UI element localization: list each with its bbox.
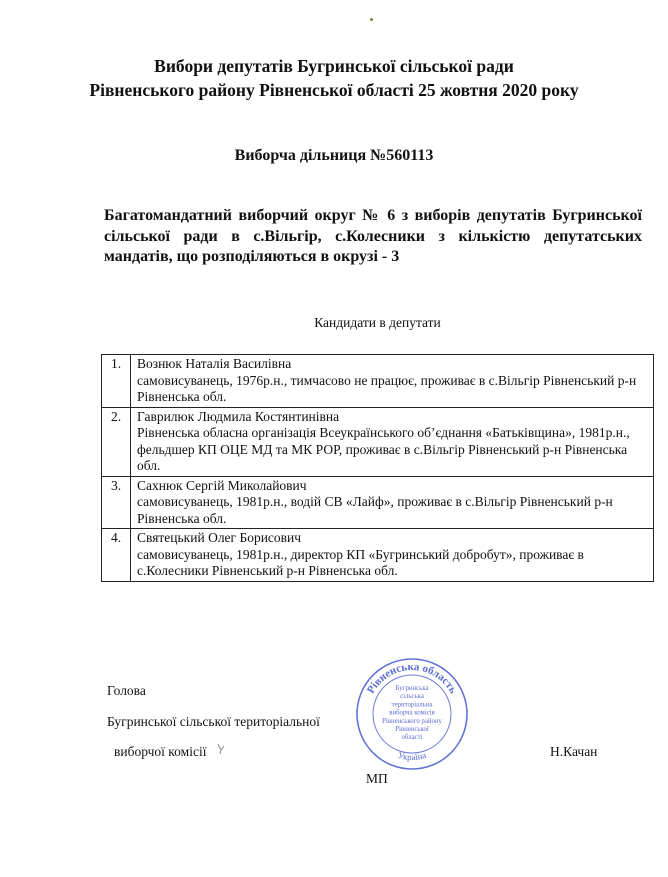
seal-inner-line: Рівненського району [382, 717, 442, 725]
candidate-cell [131, 529, 654, 582]
seal-inner-line: Бугринська [395, 685, 429, 692]
seal-inner-line: територіальна [391, 701, 433, 709]
stamp-place-mark: МП [366, 771, 388, 786]
table-row [102, 529, 654, 582]
candidates-table [101, 354, 654, 582]
candidate-name: Святецький Олег Борисович [137, 530, 302, 545]
candidate-number: 3. [102, 476, 131, 529]
document-title [0, 54, 668, 102]
seal-inner-line: області [401, 734, 423, 742]
candidate-details: самовисуванець, 1981р.н., водій СВ «Лайф», проживає в с.Вільгір Рівненський р-н Рівненська обл. [137, 494, 613, 526]
candidate-cell [131, 407, 654, 476]
signature-role-2: Бугринської сільської територіальної [107, 714, 320, 729]
scan-speck [370, 18, 373, 21]
table-row [102, 355, 654, 408]
candidate-number: 2. [102, 407, 131, 476]
polling-station: Виборча дільниця №560113 [234, 147, 434, 164]
svg-text:Рівненська область: Рівненська область [364, 660, 460, 696]
candidates-heading: Кандидати в депутати [314, 315, 441, 330]
candidate-cell [131, 476, 654, 529]
signer-name: Н.Качан [550, 744, 598, 759]
table-row [102, 407, 654, 476]
signature-role-1: Голова [107, 683, 146, 698]
svg-text:Україна: Україна [396, 749, 428, 763]
signature-scribble [215, 742, 227, 756]
district-description: Багатомандатний виборчий округ № 6 з виборів депутатів Бугринської сільської ради в с.Вільгір, с.Колесники з кількістю депутатських мандатів, що розподіляються в окрузі - 3 [104, 207, 642, 265]
candidate-name: Гаврилюк Людмила Костянтинівна [137, 408, 340, 424]
candidate-name: Вознюк Наталія Василівна [137, 356, 292, 371]
candidate-details: самовисуванець, 1976р.н., тимчасово не працює, проживає в с.Вільгір Рівненський р-н Рівненська обл. [137, 372, 637, 404]
candidate-number: 1. [102, 355, 131, 408]
official-seal [354, 656, 470, 772]
table-row [102, 476, 654, 529]
seal-inner-line: Рівненської [395, 726, 429, 733]
candidate-name: Сахнюк Сергій Миколайович [137, 477, 307, 493]
seal-inner-line: сільська [400, 693, 424, 701]
candidate-details: самовисуванець, 1981р.н., директор КП «Бугринський добробут», проживає в с.Колесники Рівненський р-н Рівненська обл. [137, 546, 584, 578]
candidate-number: 4. [102, 529, 131, 582]
title-line-1: Вибори депутатів Бугринської сільської ради [154, 56, 514, 76]
signature-role-3: виборчої комісії [114, 744, 207, 759]
seal-inner-line: виборча комісія [389, 709, 435, 717]
candidate-details: Рівненська обласна організація Всеукраїнського об’єднання «Батьківщина», 1981р.н., фельдшер КП ОЦЕ МД та МК РОР, проживає в с.Вільгір Рівненський р-н Рівненська обл. [137, 425, 630, 473]
candidate-cell [131, 355, 654, 408]
title-line-2: Рівненського району Рівненської області 25 жовтня 2020 року [89, 80, 579, 100]
